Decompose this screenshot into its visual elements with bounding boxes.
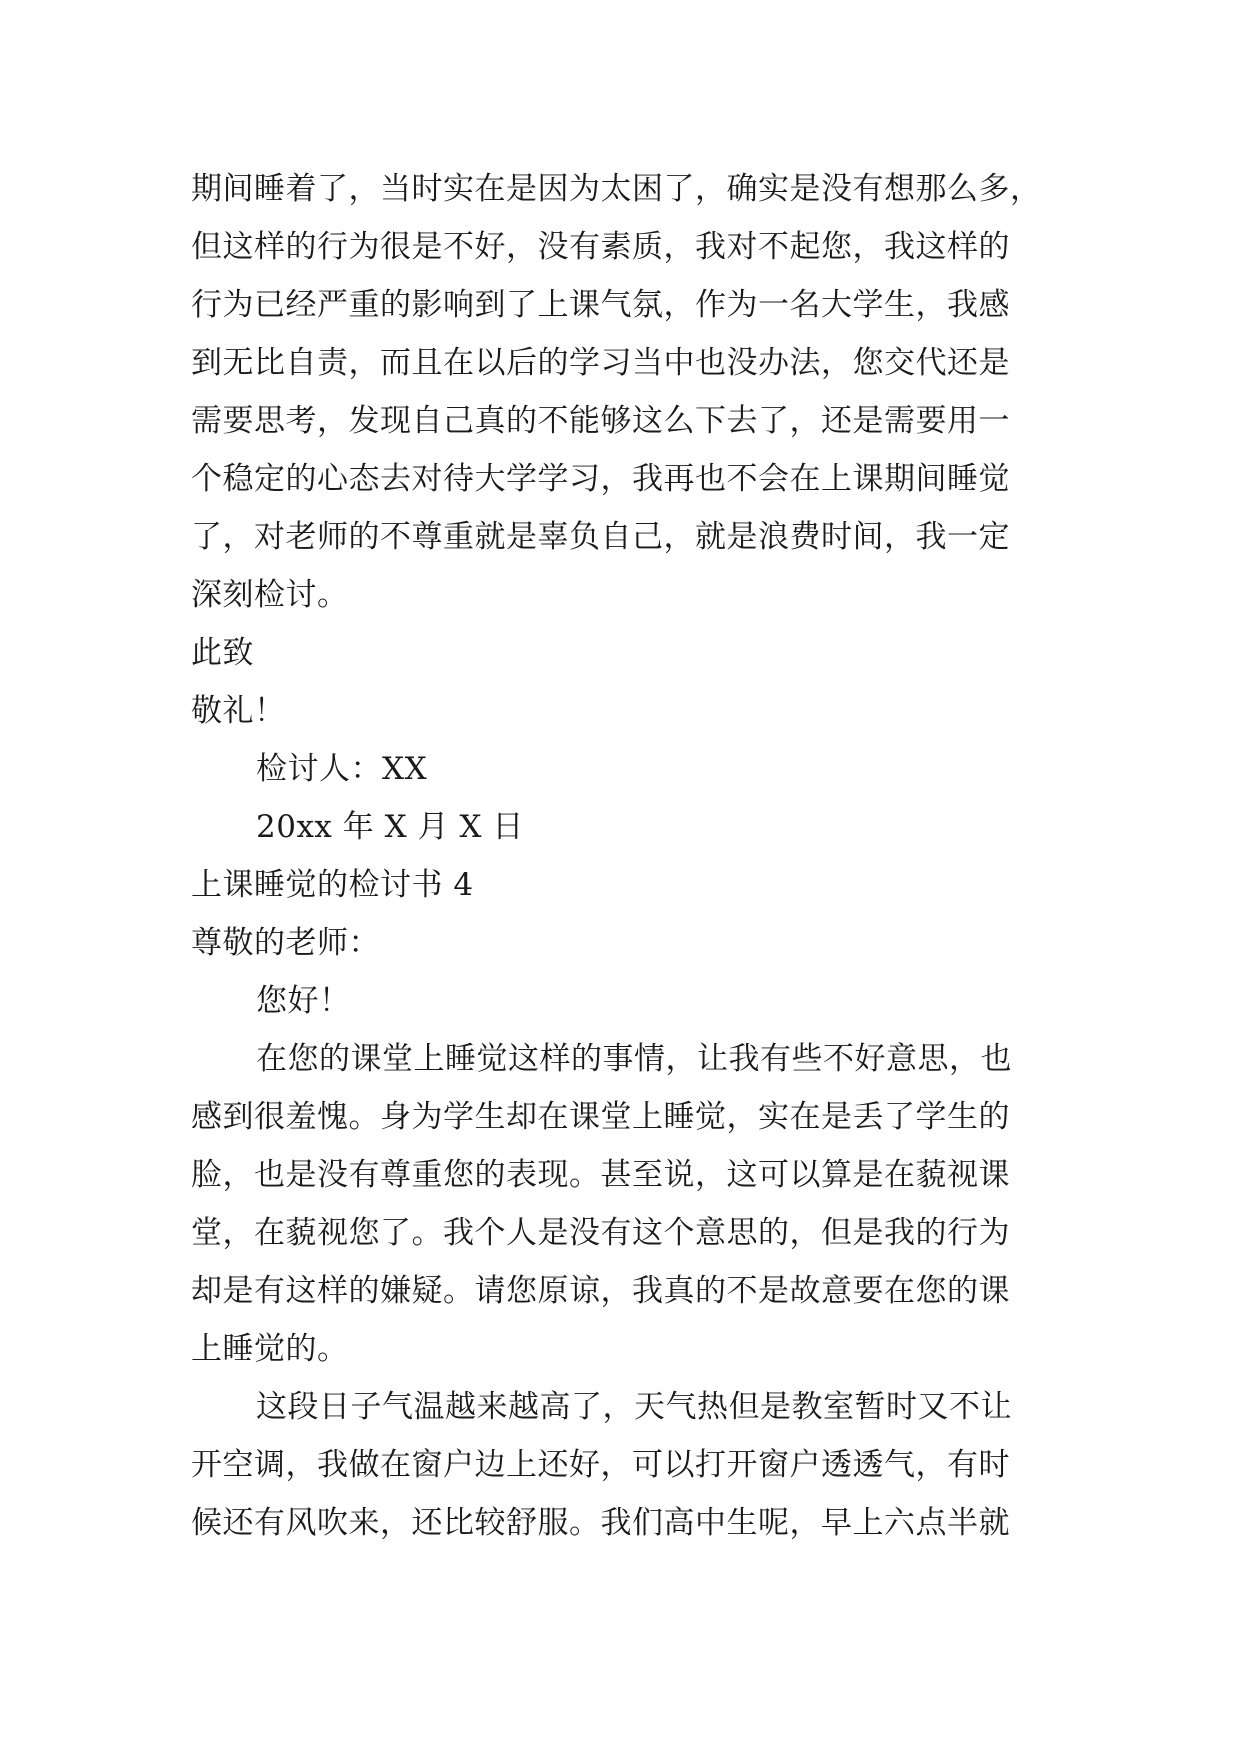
body-text-line: 了，对老师的不尊重就是辜负自己，就是浪费时间，我一定 (191, 519, 1010, 555)
greeting: 尊敬的老师： (191, 925, 380, 961)
body-text-line: 在您的课堂上睡觉这样的事情，让我有些不好意思，也 (256, 1041, 1012, 1077)
section-heading: 上课睡觉的检讨书 4 (191, 867, 474, 903)
body-text-line: 深刻检讨。 (191, 577, 349, 613)
body-text-line: 却是有这样的嫌疑。请您原谅，我真的不是故意要在您的课 (191, 1273, 1010, 1309)
closing-salutation: 此致 (191, 635, 254, 671)
body-text-line: 但这样的行为很是不好，没有素质，我对不起您，我这样的 (191, 229, 1010, 265)
body-text-line: 堂，在藐视您了。我个人是没有这个意思的，但是我的行为 (191, 1215, 1010, 1251)
body-text-line: 这段日子气温越来越高了，天气热但是教室暂时又不让 (256, 1389, 1012, 1425)
signature-date: 20xx 年 X 月 X 日 (256, 809, 524, 845)
body-text-line: 期间睡着了，当时实在是因为太困了，确实是没有想那么多， (191, 171, 1042, 207)
body-text-line: 个稳定的心态去对待大学学习，我再也不会在上课期间睡觉 (191, 461, 1010, 497)
closing-regards: 敬礼！ (191, 693, 286, 729)
body-text-line: 脸，也是没有尊重您的表现。甚至说，这可以算是在藐视课 (191, 1157, 1010, 1193)
body-text-line: 上睡觉的。 (191, 1331, 349, 1367)
body-text-line: 行为已经严重的影响到了上课气氛，作为一名大学生，我感 (191, 287, 1010, 323)
signature-name: 检讨人：XX (256, 751, 428, 787)
greeting-hello: 您好！ (256, 983, 351, 1019)
body-text-line: 需要思考，发现自己真的不能够这么下去了，还是需要用一 (191, 403, 1010, 439)
body-text-line: 候还有风吹来，还比较舒服。我们高中生呢，早上六点半就 (191, 1505, 1010, 1541)
body-text-line: 感到很羞愧。身为学生却在课堂上睡觉，实在是丢了学生的 (191, 1099, 1010, 1135)
body-text-line: 到无比自责，而且在以后的学习当中也没办法，您交代还是 (191, 345, 1010, 381)
body-text-line: 开空调，我做在窗户边上还好，可以打开窗户透透气，有时 (191, 1447, 1010, 1483)
